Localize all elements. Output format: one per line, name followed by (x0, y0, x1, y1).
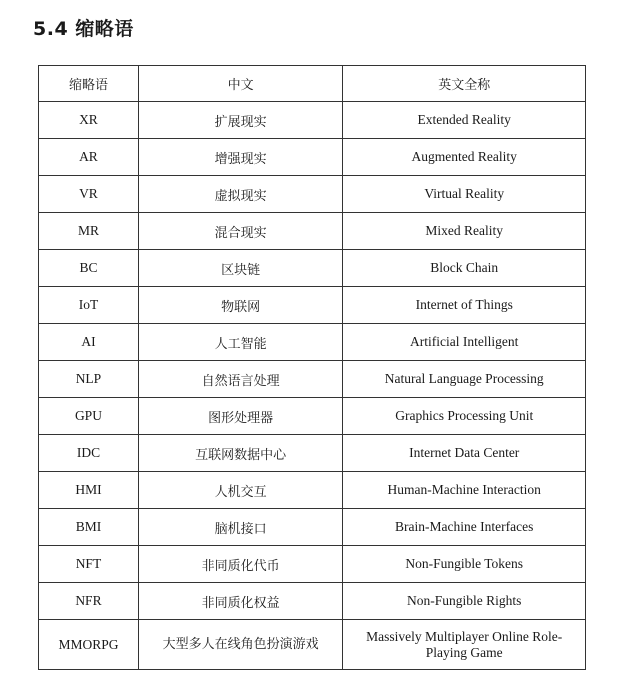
cell-chinese: 自然语言处理 (138, 361, 343, 398)
cell-english: Virtual Reality (343, 176, 586, 213)
cell-english: Internet Data Center (343, 435, 586, 472)
cell-chinese: 大型多人在线角色扮演游戏 (138, 620, 343, 670)
cell-english: Extended Reality (343, 102, 586, 139)
cell-chinese: 人工智能 (138, 324, 343, 361)
cell-abbreviation: MR (39, 213, 139, 250)
cell-english: Internet of Things (343, 287, 586, 324)
cell-abbreviation: NLP (39, 361, 139, 398)
abbreviation-table (38, 65, 586, 670)
cell-chinese: 互联网数据中心 (138, 435, 343, 472)
table-row (39, 102, 586, 139)
cell-abbreviation: NFT (39, 546, 139, 583)
table-row (39, 620, 586, 670)
cell-english: Non-Fungible Rights (343, 583, 586, 620)
cell-chinese: 非同质化代币 (138, 546, 343, 583)
table-row (39, 509, 586, 546)
cell-abbreviation: IoT (39, 287, 139, 324)
section-title: 5.4 缩略语 (33, 18, 134, 40)
cell-abbreviation: XR (39, 102, 139, 139)
header-chinese: 中文 (138, 66, 343, 102)
cell-english: Augmented Reality (343, 139, 586, 176)
table-row (39, 213, 586, 250)
cell-chinese: 非同质化权益 (138, 583, 343, 620)
header-english-full-name: 英文全称 (343, 66, 586, 102)
cell-english: Mixed Reality (343, 213, 586, 250)
cell-abbreviation: AR (39, 139, 139, 176)
cell-chinese: 区块链 (138, 250, 343, 287)
cell-abbreviation: GPU (39, 398, 139, 435)
cell-abbreviation: IDC (39, 435, 139, 472)
cell-english: Block Chain (343, 250, 586, 287)
table-row (39, 139, 586, 176)
table-row (39, 287, 586, 324)
table-row (39, 546, 586, 583)
cell-english: Non-Fungible Tokens (343, 546, 586, 583)
cell-chinese: 图形处理器 (138, 398, 343, 435)
cell-abbreviation: VR (39, 176, 139, 213)
cell-abbreviation: BMI (39, 509, 139, 546)
cell-abbreviation: HMI (39, 472, 139, 509)
table-row (39, 250, 586, 287)
cell-english: Natural Language Processing (343, 361, 586, 398)
cell-chinese: 虚拟现实 (138, 176, 343, 213)
cell-english: Human-Machine Interaction (343, 472, 586, 509)
cell-abbreviation: AI (39, 324, 139, 361)
cell-chinese: 增强现实 (138, 139, 343, 176)
table-row (39, 176, 586, 213)
cell-english: Graphics Processing Unit (343, 398, 586, 435)
cell-english: Artificial Intelligent (343, 324, 586, 361)
table-row (39, 398, 586, 435)
table-row (39, 435, 586, 472)
table-header-row (39, 66, 586, 102)
cell-chinese: 人机交互 (138, 472, 343, 509)
cell-english: Brain-Machine Interfaces (343, 509, 586, 546)
cell-abbreviation: MMORPG (39, 620, 139, 670)
cell-chinese: 混合现实 (138, 213, 343, 250)
cell-english: Massively Multiplayer Online Role-Playing Game (343, 620, 586, 670)
table-row (39, 361, 586, 398)
table-row (39, 324, 586, 361)
cell-chinese: 脑机接口 (138, 509, 343, 546)
cell-chinese: 扩展现实 (138, 102, 343, 139)
cell-abbreviation: BC (39, 250, 139, 287)
table-row (39, 583, 586, 620)
cell-chinese: 物联网 (138, 287, 343, 324)
table-row (39, 472, 586, 509)
cell-abbreviation: NFR (39, 583, 139, 620)
header-abbreviation: 缩略语 (39, 66, 139, 102)
